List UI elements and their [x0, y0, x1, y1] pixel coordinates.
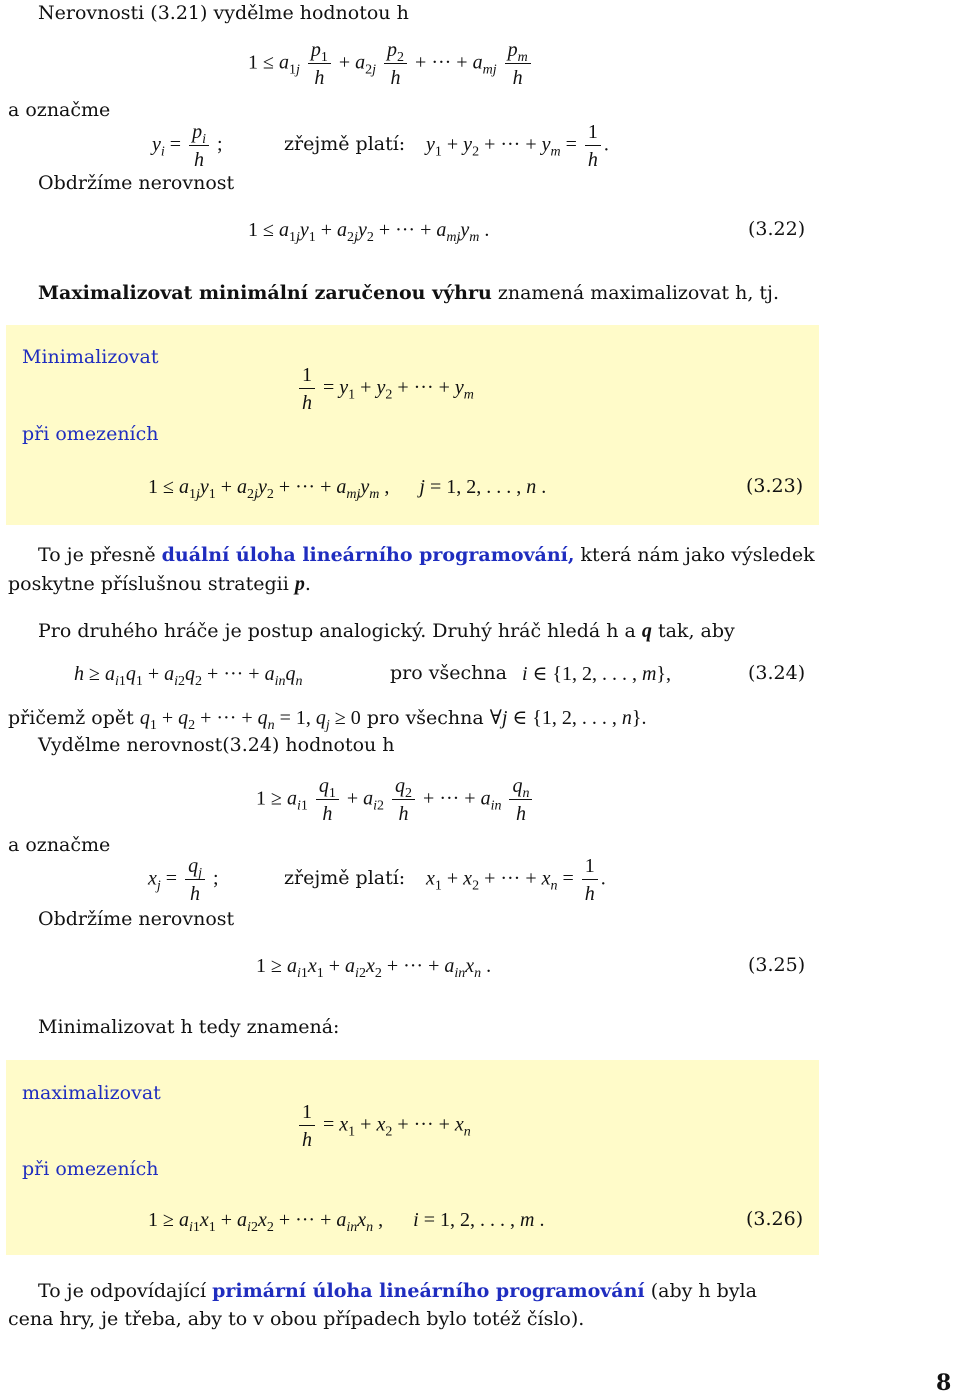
equation-y-sum: $y_1 + y_2$ + ··· + $y_m$ = $\frac{1}{h}$ .	[426, 121, 609, 171]
p6-text-b: (aby h byla	[650, 1280, 757, 1302]
paragraph-second-player	[38, 621, 735, 641]
label-oznacme-1: a označme	[8, 99, 111, 121]
maximize-sentence	[38, 284, 779, 303]
paragraph-minimize-h: Minimalizovat h tedy znamená:	[38, 1016, 340, 1038]
box2-objective: $\frac{1}{h}$ = $x_1 + x_2$ + ··· + $x_n$	[296, 1102, 471, 1150]
paragraph-primal-line2: cena hry, je třeba, aby to v obou případech bylo totéž číslo).	[8, 1308, 585, 1330]
paragraph-primal-line1	[38, 1282, 757, 1301]
strategy-q: q	[641, 620, 652, 642]
equation-tag-3-23: (3.23)	[746, 475, 804, 497]
strategy-p: p	[294, 573, 305, 595]
p2-text: Pro druhého hráče je postup analogický. Druhý hráč hledá h a	[38, 620, 636, 642]
label-obdrzime-1: Obdržíme nerovnost	[38, 172, 235, 194]
equation-3-22: $1 \le a_{1j}y_1 + a_{2j}y_2$ + ··· + $a_{mj}y_m$ .	[248, 219, 490, 245]
p6-text-a: To je odpovídající	[38, 1280, 207, 1302]
box2-constraints-label: při omezeních	[22, 1158, 159, 1180]
box2-maximize-label: maximalizovat	[22, 1082, 161, 1104]
box2-constraint: $1 \ge a_{i1}x_1 + a_{i2}x_2$ + ··· + $a_{in}x_n$ , i = 1, 2, . . . , m .	[148, 1209, 545, 1235]
equation-1: $1 \le a_{1j}$ $\frac{p_1}{h}$ + $a_{2j}$ $\frac{p_2}{h}$ + ··· + $a_{mj}$ $\frac{p_m}{h}$	[248, 40, 534, 88]
equation-x-sum: $x_1 + x_2$ + ··· + $x_n$ = $\frac{1}{h}$ .	[426, 855, 606, 905]
p3-text: přičemž opět	[8, 707, 134, 729]
equation-3-25: $1 \ge a_{i1}x_1 + a_{i2}x_2$ + ··· + $a_{in}x_n$ .	[256, 955, 492, 981]
equation-tag-3-26: (3.26)	[746, 1208, 804, 1230]
eq324-forall: pro všechna	[390, 662, 507, 684]
page-number: 8	[936, 1370, 952, 1396]
equation-tag-3-22: (3.22)	[748, 218, 806, 240]
paragraph-dual-line1	[38, 546, 815, 565]
primal-problem-link[interactable]: primární úloha lineárního programování	[212, 1280, 645, 1302]
label-obdrzime-2: Obdržíme nerovnost	[38, 908, 235, 930]
p1-text-b: která nám jako výsledek	[580, 544, 815, 566]
maximize-bold: Maximalizovat minimální zaručenou výhru	[38, 282, 492, 304]
equation-y-def: $y_i$ = $\frac{p_i}{h}$ ;	[152, 121, 223, 171]
equation-x-def: $x_j$ = $\frac{q_j}{h}$ ;	[148, 855, 219, 905]
box1-constraints-label: při omezeních	[22, 423, 159, 445]
paragraph-condition: přičemž opět $q_1 + q_2$ + ··· + $q_n = 1$, $q_j \ge 0$ pro všechna ∀j ∈ {1, 2, . . . , n}.	[8, 707, 647, 733]
paragraph-dual-line2: poskytne příslušnou strategii p.	[8, 573, 311, 595]
p2-end: tak, aby	[657, 620, 735, 642]
highlight-box-primal	[6, 1060, 819, 1255]
box1-objective: $\frac{1}{h}$ = $y_1 + y_2$ + ··· + $y_m$	[296, 365, 474, 413]
equation-tag-3-25: (3.25)	[748, 954, 806, 976]
eq324-set: i ∈ {1, 2, . . . , m},	[522, 663, 672, 685]
dual-problem-link[interactable]: duální úloha lineárního programování,	[161, 544, 575, 566]
maximize-rest: znamená maximalizovat h, tj.	[497, 282, 779, 304]
p3-mid: pro všechna	[366, 707, 484, 729]
highlight-box-dual	[6, 325, 819, 525]
equation-3-24: $h \ge a_{i1}q_1 + a_{i2}q_2$ + ··· + $a_{in}q_n$	[74, 663, 303, 689]
box1-minimize-label: Minimalizovat	[22, 346, 159, 368]
equation-x-ineq: $1 \ge a_{i1}$ $\frac{q_1}{h}$ + $a_{i2}$ $\frac{q_2}{h}$ + ··· + $a_{in}$ $\frac{q_n}{h}$	[256, 776, 535, 824]
box1-constraint: $1 \le a_{1j}y_1 + a_{2j}y_2$ + ··· + $a_{mj}y_m$ , j = 1, 2, . . . , n .	[148, 476, 547, 502]
paragraph-divide: Vydělme nerovnost(3.24) hodnotou h	[38, 734, 395, 756]
p1-text-c: poskytne příslušnou strategii	[8, 573, 289, 595]
zrejme-2: zřejmě platí:	[284, 867, 406, 889]
p1-text-a: To je přesně	[38, 544, 156, 566]
equation-tag-3-24: (3.24)	[748, 662, 806, 684]
intro-text: Nerovnosti (3.21) vydělme hodnotou h	[38, 2, 409, 24]
zrejme-1: zřejmě platí:	[284, 133, 406, 155]
label-oznacme-2: a označme	[8, 834, 111, 856]
